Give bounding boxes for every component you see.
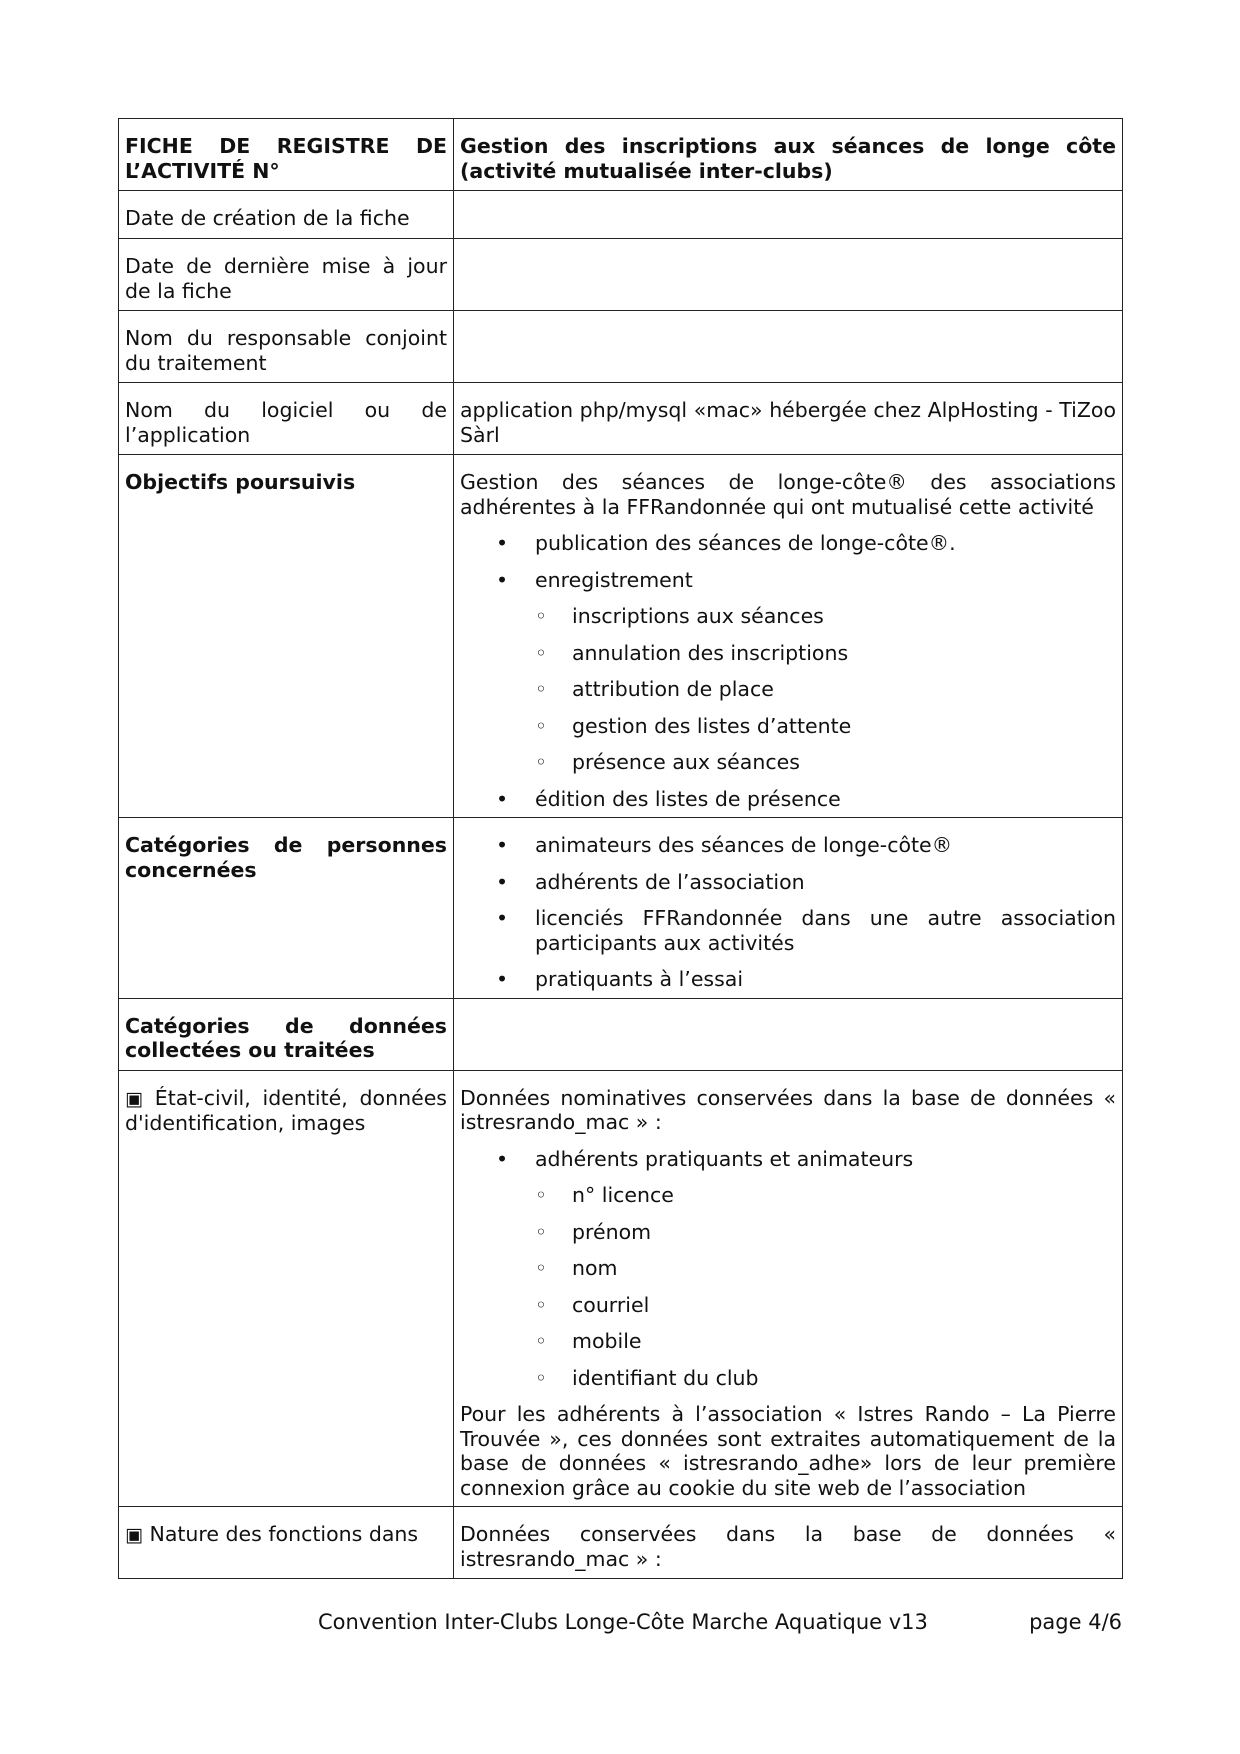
creation-date-label: Date de création de la fiche bbox=[119, 191, 454, 239]
sub-list bbox=[535, 604, 1116, 775]
table-row bbox=[119, 455, 1123, 818]
list-item bbox=[460, 1147, 1116, 1391]
checkbox-checked-icon: ▣ bbox=[125, 1524, 143, 1546]
joint-controller-value bbox=[454, 311, 1123, 383]
table-row bbox=[119, 383, 1123, 455]
list-item-text: enregistrement bbox=[535, 567, 693, 592]
sub-list-item: ◦ attribution de place bbox=[535, 677, 1116, 702]
table-row bbox=[119, 191, 1123, 239]
update-date-label: Date de dernière mise à jour de la fiche bbox=[119, 239, 454, 311]
list-item: • édition des listes de présence bbox=[460, 787, 1116, 812]
civil-status-intro: Données nominatives conservées dans la base de données « istresrando_mac » : bbox=[460, 1085, 1116, 1134]
table-row bbox=[119, 239, 1123, 311]
sub-list-item: ◦ identifiant du club bbox=[535, 1366, 1116, 1391]
sub-list-item: ◦ prénom bbox=[535, 1220, 1116, 1245]
activity-title: Gestion des inscriptions aux séances de longe côte (activité mutualisée inter-clubs) bbox=[454, 119, 1123, 191]
checkbox-checked-icon: ▣ bbox=[125, 1087, 143, 1110]
activity-register-table bbox=[118, 118, 1123, 1579]
sub-list-item: ◦ mobile bbox=[535, 1329, 1116, 1354]
sub-list-item: ◦ gestion des listes d’attente bbox=[535, 714, 1116, 739]
table-row bbox=[119, 311, 1123, 383]
sub-list-item: ◦ nom bbox=[535, 1256, 1116, 1281]
table-row bbox=[119, 1070, 1123, 1507]
sub-list-item: ◦ annulation des inscriptions bbox=[535, 641, 1116, 666]
persons-list bbox=[460, 833, 1116, 992]
list-item: • licenciés FFRandonnée dans une autre association participants aux activités bbox=[460, 906, 1116, 955]
sub-list-item: ◦ présence aux séances bbox=[535, 750, 1116, 775]
sub-list bbox=[535, 1183, 1116, 1390]
list-item bbox=[460, 568, 1116, 775]
functions-label-cell bbox=[119, 1507, 454, 1579]
table-row bbox=[119, 119, 1123, 191]
list-item: • adhérents de l’association bbox=[460, 870, 1116, 895]
page-number: page 4/6 bbox=[1029, 1610, 1122, 1634]
sheet-header-label: FICHE DE REGISTRE DE L’ACTIVITÉ N° bbox=[119, 119, 454, 191]
list-item: • publication des séances de longe-côte®. bbox=[460, 531, 1116, 556]
table-row bbox=[119, 998, 1123, 1070]
data-categories-value bbox=[454, 998, 1123, 1070]
functions-label: Nature des fonctions dans bbox=[149, 1522, 419, 1546]
sub-list-item: ◦ n° licence bbox=[535, 1183, 1116, 1208]
objectives-label: Objectifs poursuivis bbox=[119, 455, 454, 818]
update-date-value bbox=[454, 239, 1123, 311]
joint-controller-label: Nom du responsable conjoint du traitement bbox=[119, 311, 454, 383]
list-item: • animateurs des séances de longe-côte® bbox=[460, 833, 1116, 858]
data-categories-label: Catégories de données collectées ou traitées bbox=[119, 998, 454, 1070]
persons-cell bbox=[454, 818, 1123, 999]
table-row bbox=[119, 818, 1123, 999]
civil-status-label: État-civil, identité, données d'identification, images bbox=[125, 1085, 447, 1135]
creation-date-value bbox=[454, 191, 1123, 239]
objectives-cell bbox=[454, 455, 1123, 818]
functions-value: Données conservées dans la base de données « istresrando_mac » : bbox=[454, 1507, 1123, 1579]
list-item: • pratiquants à l’essai bbox=[460, 967, 1116, 992]
sub-list-item: ◦ inscriptions aux séances bbox=[535, 604, 1116, 629]
software-value: application php/mysql «mac» hébergée chez AlpHosting - TiZoo Sàrl bbox=[454, 383, 1123, 455]
civil-status-note: Pour les adhérents à l’association « Istres Rando – La Pierre Trouvée », ces données sont extraites automatiquement de la base de données « istresrando_adhe» lors de leur première connexion grâce au cookie du site web de l’association bbox=[460, 1402, 1116, 1500]
civil-status-list bbox=[460, 1147, 1116, 1391]
sub-list-item: ◦ courriel bbox=[535, 1293, 1116, 1318]
persons-label: Catégories de personnes concernées bbox=[119, 818, 454, 999]
civil-status-label-cell bbox=[119, 1070, 454, 1507]
objectives-list bbox=[460, 531, 1116, 811]
software-label: Nom du logiciel ou de l’application bbox=[119, 383, 454, 455]
objectives-intro: Gestion des séances de longe-côte® des associations adhérentes à la FFRandonnée qui ont mutualisé cette activité bbox=[460, 470, 1116, 519]
table-row bbox=[119, 1507, 1123, 1579]
list-item-text: adhérents pratiquants et animateurs bbox=[535, 1146, 914, 1171]
footer-title: Convention Inter-Clubs Longe-Côte Marche Aquatique v13 bbox=[318, 1610, 928, 1634]
civil-status-cell bbox=[454, 1070, 1123, 1507]
